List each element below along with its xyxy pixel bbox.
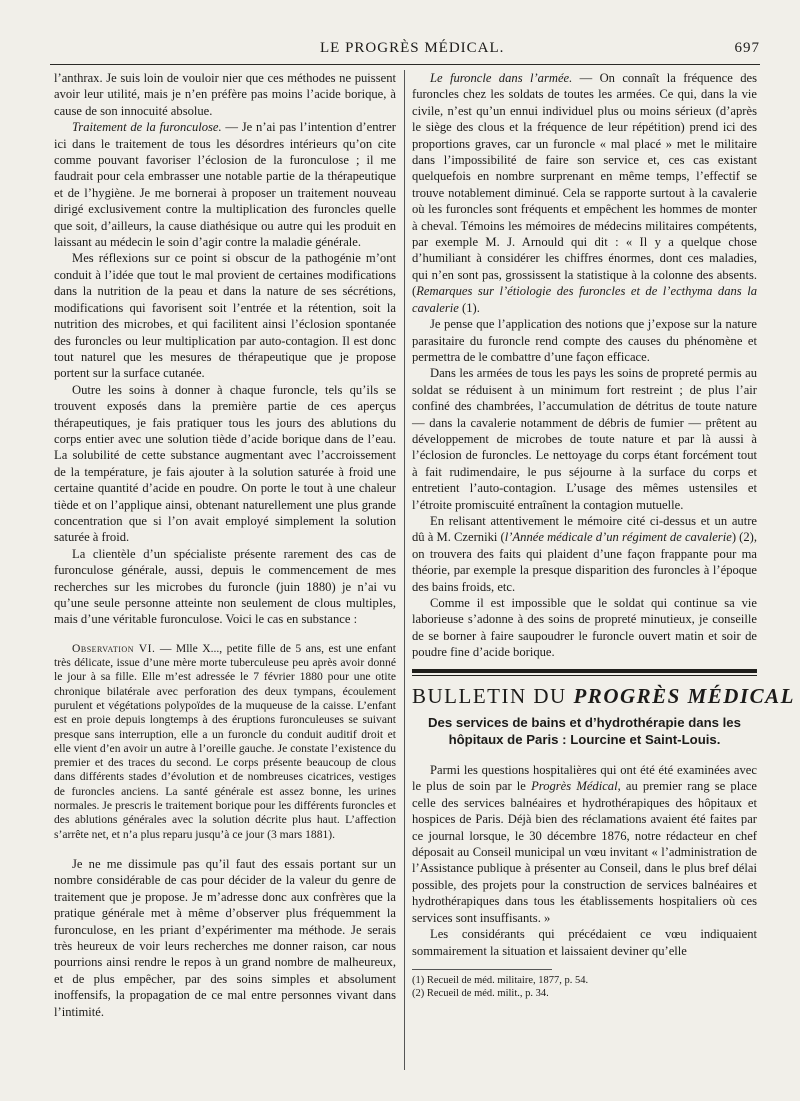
page-number: 697 [734,40,760,56]
paragraph: En relisant attentivement le mémoire cité ci-dessus et un autre dû à M. Czerniki (l’Année médicale d’un régiment de cavalerie) (2), on trouvera des faits qui plaident d’une façon frappante pour ma théorie, par exemple la presque disparition des furoncles à l’époque des bains froids, etc. [412,513,758,594]
journal-title: LE PROGRÈS MÉDICAL. [320,40,505,56]
paragraph: Comme il est impossible que le soldat qui continue sa vie laborieuse s’adonne à des soins de propreté minutieux, je conseille de se borner à faire saupoudrer le furoncle ouvert matin et soir de poudre fine d’acide borique. [412,596,757,660]
paragraph: Mes réflexions sur ce point si obscur de la pathogénie m’ont conduit à l’idée que tout le mal provient de certaines modifications dans la nutrition de la peau et dans la nature de ses sécrétions, modifications qui favorisent soit l’entrée et la rétention, soit la nutrition des microbes, et qui facilitent ainsi l’éclosion spontanée des furoncles ou leur multiplication par auto-contagion. Il est donc tout naturel que les mesures de thérapeutique que je propose portent sur la surface cutanée. [54,251,396,381]
article-headline: Des services de bains et d’hydrothérapie dans les hôpitaux de Paris : Lourcine et Saint-Louis. [428,715,741,748]
citation: l’Année médicale d’un régiment de cavalerie [504,530,732,545]
paragraph: l’anthrax. Je suis loin de vouloir nier que ces méthodes ne puissent avoir leur utilité, mais je n’en préfère pas moins l’acide borique, à cause de son innocuité absolue. [54,71,396,118]
footnotes [412,969,589,1000]
running-header [50,40,760,64]
paragraph: Outre les soins à donner à chaque furoncle, tels qu’ils se trouvent exposés dans la première partie de ces aperçus thérapeutiques, je fais pratiquer tous les jours des ablutions du corps entier avec une solution tiède d’acide borique dans de l’eau. La solubilité de cette substance augmentant avec l’accroissement de la température, je fais ajouter à la solution saturée à froid une certaine quantité d’acide en poudre. On porte le tout à une chaleur tiède et on l’applique ainsi, obtenant naturellement une plus grande concentration que si l’on avait employé simplement la solution saturée à froid. [54,382,396,545]
observation-block: Observation VI. — Mlle X..., petite fille de 5 ans, est une enfant très délicate, issue d’une mère morte tuberculeuse peu après avoir donné le jour à sa fille. Elle m’est adressée le 7 février 1880 pour une otite chronique bilatérale avec perforation des deux tympans, écoulement purulent et végétations polypoïdes de la muqueuse de la caisse. L’enfant est en proie depuis longtemps à des éruptions furonculeuses se suivant presque sans interruption, elle a un furoncle du conduit auditif droit et elle vient d’en avoir un autre à l’oreille gauche. Je constate l’existence du premier et des traces du second. Le corps présente beaucoup de clous dans différents stades d’évolution et de nombreuses cicatrices, vestiges de furoncles anciens. La santé générale est assez bonne, les urines normales. Je prescris le traitement borique pour les différents furoncles et des ablutions générales avec la solution décrite plus haut. L’affection s’arrête net, et n’a plus reparu jusqu’à ce jour (3 mars 1881). [54,641,396,841]
paragraph: Je pense que l’application des notions que j’expose sur la nature parasitaire du furoncle rend compte des causes du phénomène et permettra de le combattre d’une façon efficace. [412,317,757,364]
section-lead: Le furoncle dans l’armée. [430,71,573,85]
paragraph: La clientèle d’un spécialiste présente rarement des cas de furonculose générale, aussi, depuis le commencement de mes recherches sur les microbes du furoncle (juin 1880) je n’ai vu qu’une seule personne atteinte non seulement de clous multiples, mais d’une véritable furonculose. Voici le cas en substance : [54,546,396,627]
paragraph: Les considérants qui précédaient ce vœu indiquaient sommairement la situation et laissaient deviner qu’elle [412,927,757,958]
paragraph: Traitement de la furonculose. — Je n’ai pas l’intention d’entrer ici dans le traitement de tous les désordres intérieurs qu’on cite comme pouvant favoriser l’éclosion de la furonculose ; il me faudrait pour cela embrasser une notable partie de la thérapeutique et de l’hygiène. Je me bornerai à proposer un traitement nouveau dirigé exclusivement contre la multiplication des furoncles quelle que soit, d’ailleurs, la cause diathésique ou autre qui les produit en laissant au médecin le soin d’agir contre la maladie générale. [54,120,396,250]
footnote: (2) Recueil de méd. milit., p. 34. [412,987,549,999]
paragraph: Le furoncle dans l’armée. — On connaît la fréquence des furoncles chez les soldats de toutes les armées. Ce qui, dans la vie civile, n’est qu’un ennui individuel plus ou moins sérieux (d’après le siège des clous et la fréquence de leur répétition) prend ici des proportions graves, car un furoncle « mal placé » met le militaire dans l’impossibilité de faire son service et, ces cas existant quelquefois en nombre surprenant en même temps, l’effectif se trouve notablement diminué. Cela se rapporte surtout à la cavalerie où les furoncles sont fréquents et empêchent les hommes de monter à cheval. Témoins les mémoires de médecins militaires compétents, par exemple M. J. Arnould qui dit : « Il y a quelque chose d’humiliant à considérer les chiffres énormes, dont ces maladies, qui n’en sont pas, grossissent la statistique à la colonne des absents. (Remarques sur l’étiologie des furoncles et de l’ecthyma dans la cavalerie (1). [412,71,757,315]
footnote: (1) Recueil de méd. militaire, 1877, p. 54. [412,974,589,986]
paragraph: Dans les armées de tous les pays les soins de propreté permis au soldat se réduisent à un minimum fort restreint ; de plus l’air confiné des chambrées, l’accumulation de détritus de toute nature — dans la cavalerie notamment de débris de fumier — prêtent au développement de microbes de toute nature et par là aussi à l’éclosion de furoncles. Le nettoyage du corps étant forcément tout à fait rudimendaire, le pus séjourne à la surface du corps et entretient l’auto-contagion. L’usage des mêmes ustensiles et l’étroite promiscuité entraînent la contagion mutuelle. [412,366,757,512]
header-rule [50,64,760,65]
paragraph: Parmi les questions hospitalières qui ont été été examinées avec le plus de soin par le Progrès Médical, au premier rang se place celle des services balnéaires et hydrothérapiques des hôpitaux et hospices de Paris. Déjà bien des réclamations avaient été faites par ce journal lorsque, le 30 décembre 1876, notre rédacteur en chef déposait au Conseil municipal un vœu invitant « l’administration de l’Assistance publique à présenter au Conseil, dans le plus bref délai possible, des projets pour la construction de services balnéaires et hydrothérapiques dans tous les établissements hospitaliers où ces services sont insuffisants. » [412,763,757,925]
paragraph: Je ne me dissimule pas qu’il faut des essais portant sur un nombre considérable de cas pour décider de la valeur du genre de traitement que je propose. Je m’adresse donc aux confrères que la pratique générale met à même d’observer plus fréquemment la furonculose, en les priant d’expérimenter ma méthode. Je serais très heureux de voir leurs recherches me donner raison, car nous pourrions ainsi rendre le repos à un grand nombre de malheureux, et de plus empêcher, par des soins simples et absolument inoffensifs, la propagation de ce mal entre personnes vivant dans l’intimité. [54,856,396,1019]
bulletin-title: BULLETIN DU PROGRÈS MÉDICAL [412,683,795,708]
bulletin-rule-thin [412,675,757,676]
right-column [412,70,795,1000]
column-divider [404,70,405,1070]
citation: Remarques sur l’étiologie des furoncles et de l’ecthyma dans la cavalerie [412,284,757,315]
citation: Progrès Médical [531,779,618,794]
observation-label: Observation VI. [72,641,156,655]
section-lead: Traitement de la furonculose. [72,120,222,135]
bulletin-rule-thick [412,669,757,673]
left-column [54,70,396,1020]
